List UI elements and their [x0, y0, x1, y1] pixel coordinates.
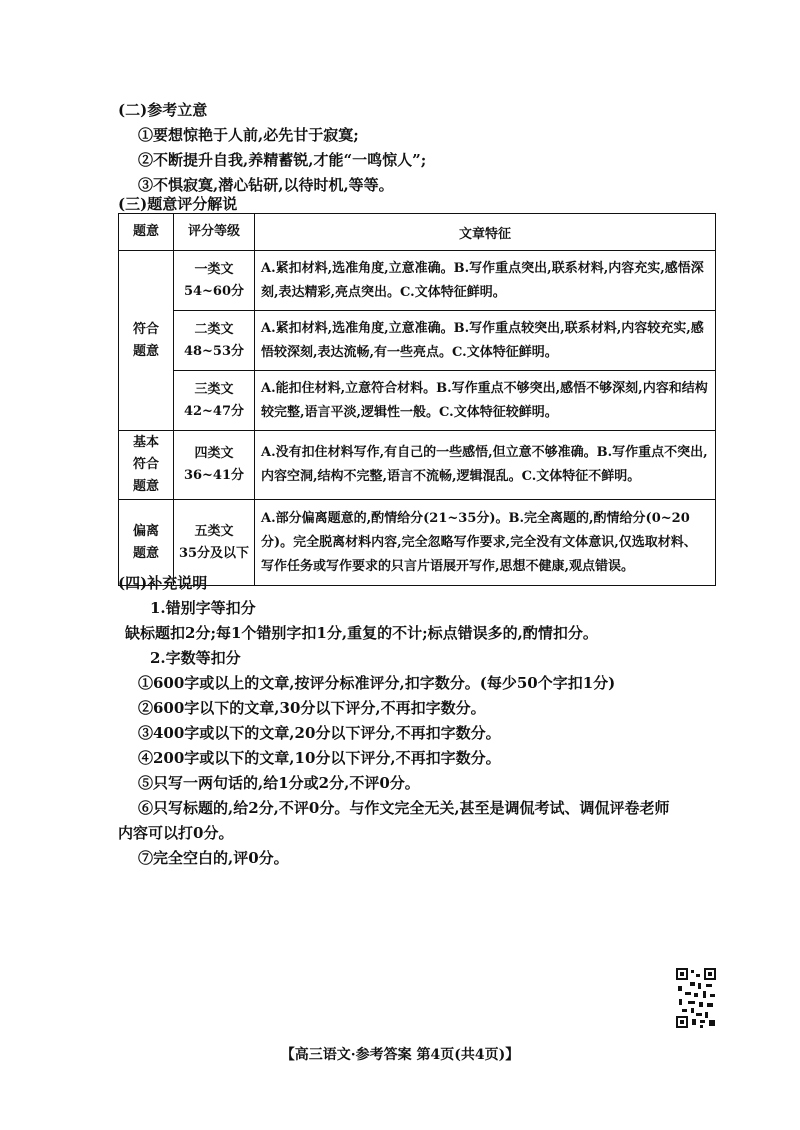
section4-item-6: ⑥只写标题的,给2分,不评0分。与作文完全无关,甚至是调侃考试、调侃评卷老师	[138, 799, 670, 817]
section4-title: (四)补充说明	[118, 574, 208, 592]
grade-score: 42~47分	[183, 403, 245, 419]
feature-cell: A.部分偏离题意的,酌情给分(21~35分)。B.完全离题的,酌情给分(0~20分)。完全脱离材料内容,完全忽略写作要求,完全没有文体意识,仅选取材料、写作任务或写作要求的只言片语展开写作,思想不健康,观点错误。	[255, 500, 716, 586]
feature-cell: A.能扣住材料,立意符合材料。B.写作重点不够突出,感悟不够深刻,内容和结构较完整,语言平淡,逻辑性一般。C.文体特征较鲜明。	[255, 371, 716, 431]
table-row	[119, 311, 716, 371]
feature-cell: A.紧扣材料,选准角度,立意准确。B.写作重点突出,联系材料,内容充实,感悟深刻,表达精彩,亮点突出。C.文体特征鲜明。	[255, 251, 716, 311]
qr-code	[676, 968, 716, 1028]
qr-code-graphic	[676, 968, 716, 1028]
grade-name: 一类文	[194, 261, 234, 277]
table-header-row	[119, 214, 716, 251]
table-row	[119, 500, 716, 586]
section2-item-2: ②不断提升自我,养精蓄锐,才能“一鸣惊人”;	[138, 151, 427, 169]
header-features: 文章特征	[255, 214, 716, 251]
page-footer: 【高三语文·参考答案 第4页(共4页)】	[280, 1047, 520, 1063]
table-row	[119, 371, 716, 431]
section4-item-7: ⑦完全空白的,评0分。	[138, 849, 289, 867]
grade-score: 48~53分	[183, 343, 245, 359]
table-row	[119, 251, 716, 311]
section4-item-2: ②600字以下的文章,30分以下评分,不再扣字数分。	[138, 699, 486, 717]
feature-cell: A.紧扣材料,选准角度,立意准确。B.写作重点较突出,联系材料,内容较充实,感悟较深刻,表达流畅,有一些亮点。C.文体特征鲜明。	[255, 311, 716, 371]
feature-cell: A.没有扣住材料写作,有自己的一些感悟,但立意不够准确。B.写作重点不突出,内容空洞,结构不完整,语言不流畅,逻辑混乱。C.文体特征不鲜明。	[255, 431, 716, 500]
section3-title: (三)题意评分解说	[118, 195, 238, 213]
grade-name: 二类文	[194, 321, 234, 337]
section2-item-3: ③不惧寂寞,潜心钻研,以待时机,等等。	[138, 176, 394, 194]
grade-name: 五类文	[194, 523, 234, 539]
grade-cell	[174, 431, 255, 500]
grade-score: 36~41分	[183, 468, 245, 483]
section4-item-3: ③400字或以下的文章,20分以下评分,不再扣字数分。	[138, 724, 501, 742]
section4-sub1-text: 缺标题扣2分;每1个错别字扣1分,重复的不计;标点错误多的,酌情扣分。	[125, 624, 598, 642]
header-topic: 题意	[119, 214, 174, 251]
section2-title: (二)参考立意	[118, 101, 208, 119]
section4-sub2: 2.字数等扣分	[150, 649, 241, 667]
grade-cell	[174, 251, 255, 311]
header-grade: 评分等级	[174, 214, 255, 251]
grade-cell	[174, 311, 255, 371]
grade-score: 35分及以下	[178, 545, 250, 561]
grade-score: 54~60分	[183, 283, 245, 299]
section4-item-4: ④200字或以下的文章,10分以下评分,不再扣字数分。	[138, 749, 501, 767]
group-label: 符合题意	[119, 251, 174, 431]
grade-cell	[174, 371, 255, 431]
group-label: 基本符合题意	[119, 431, 174, 500]
section4-item-6-cont: 内容可以打0分。	[118, 824, 234, 842]
grade-name: 四类文	[194, 446, 234, 461]
section4-item-1: ①600字或以上的文章,按评分标准评分,扣字数分。(每少50个字扣1分)	[138, 674, 616, 692]
group-label: 偏离题意	[119, 500, 174, 586]
section4-sub1: 1.错别字等扣分	[150, 599, 256, 617]
section4-item-5: ⑤只写一两句话的,给1分或2分,不评0分。	[138, 774, 420, 792]
section2-item-1: ①要想惊艳于人前,必先甘于寂寞;	[138, 126, 359, 144]
grade-name: 三类文	[194, 381, 234, 397]
rubric-table	[118, 213, 716, 586]
table-row	[119, 431, 716, 500]
